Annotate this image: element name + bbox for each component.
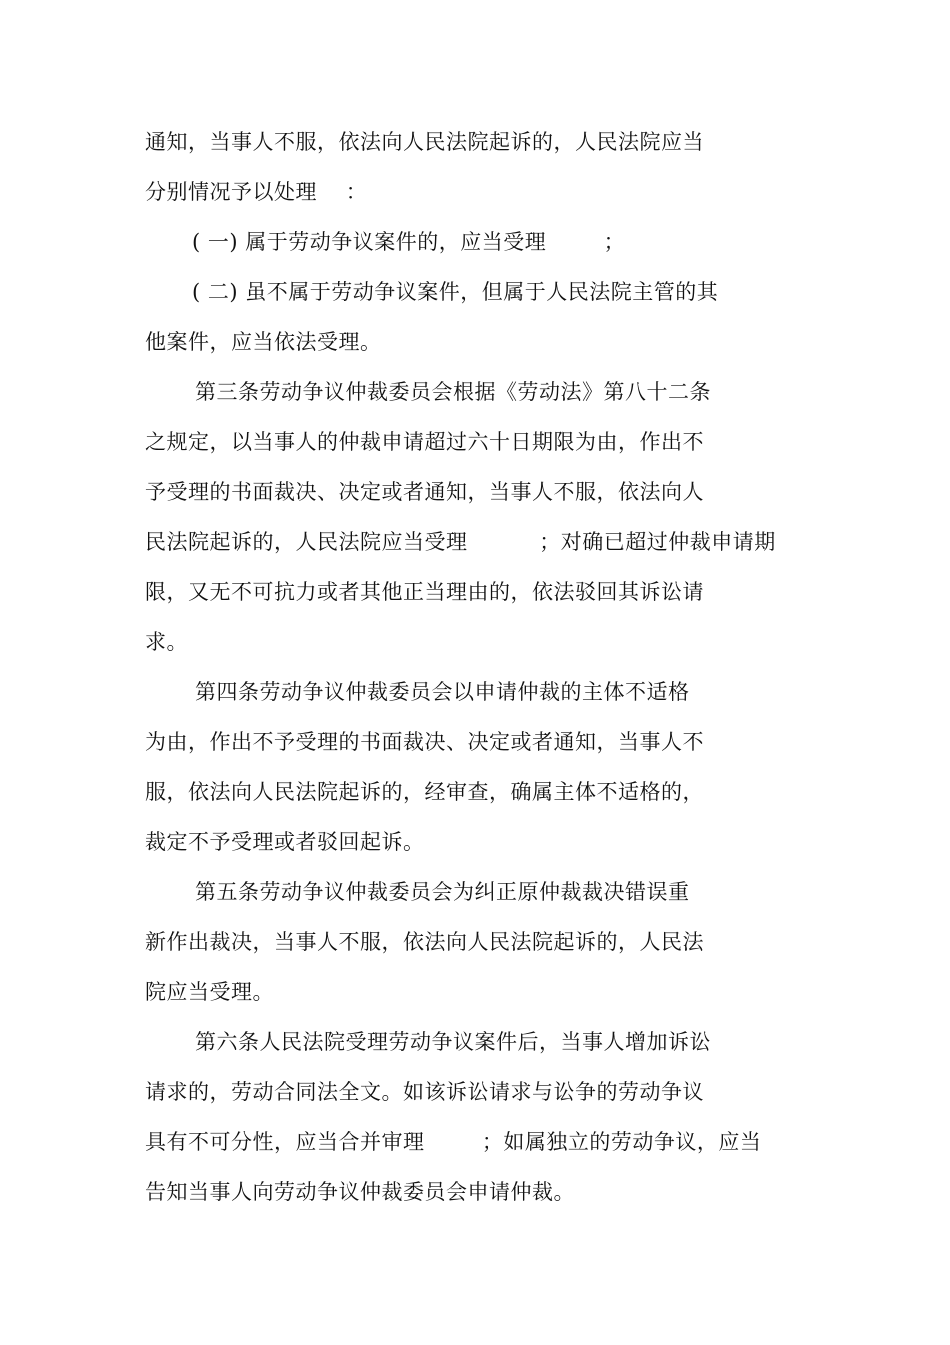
text-line: 求。 <box>145 630 188 654</box>
text-line: 服，依法向人民法院起诉的，经审查，确属主体不适格的， <box>145 780 704 804</box>
text-line: 通知，当事人不服，依法向人民法院起诉的，人民法院应当 <box>145 130 704 154</box>
text-line: 予受理的书面裁决、决定或者通知，当事人不服，依法向人 <box>145 480 704 504</box>
text-line: 新作出裁决，当事人不服，依法向人民法院起诉的，人民法 <box>145 930 704 954</box>
text-line: 民法院起诉的，人民法院应当受理 ；对确已超过仲裁申请期 <box>145 530 776 554</box>
text-line: 他案件，应当依法受理。 <box>145 330 382 354</box>
text-line: 分别情况予以处理 ： <box>145 180 368 204</box>
text-line: ( 一) 属于劳动争议案件的，应当受理 ； <box>192 230 626 254</box>
text-line: 为由，作出不予受理的书面裁决、决定或者通知，当事人不 <box>145 730 704 754</box>
text-line: 具有不可分性，应当合并审理 ；如属独立的劳动争议，应当 <box>145 1130 762 1154</box>
text-line: ( 二) 虽不属于劳动争议案件，但属于人民法院主管的其 <box>192 280 719 304</box>
text-line: 第五条劳动争议仲裁委员会为纠正原仲裁裁决错误重 <box>195 880 690 904</box>
text-line: 第四条劳动争议仲裁委员会以申请仲裁的主体不适格 <box>195 680 690 704</box>
text-line: 裁定不予受理或者驳回起诉。 <box>145 830 425 854</box>
text-line: 院应当受理。 <box>145 980 274 1004</box>
text-line: 限，又无不可抗力或者其他正当理由的，依法驳回其诉讼请 <box>145 580 704 604</box>
text-line: 告知当事人向劳动争议仲裁委员会申请仲裁。 <box>145 1180 575 1204</box>
text-line: 第六条人民法院受理劳动争议案件后，当事人增加诉讼 <box>195 1030 711 1054</box>
text-line: 请求的，劳动合同法全文。如该诉讼请求与讼争的劳动争议 <box>145 1080 704 1104</box>
text-line: 之规定，以当事人的仲裁申请超过六十日期限为由，作出不 <box>145 430 704 454</box>
text-line: 第三条劳动争议仲裁委员会根据《劳动法》第八十二条 <box>195 380 711 404</box>
